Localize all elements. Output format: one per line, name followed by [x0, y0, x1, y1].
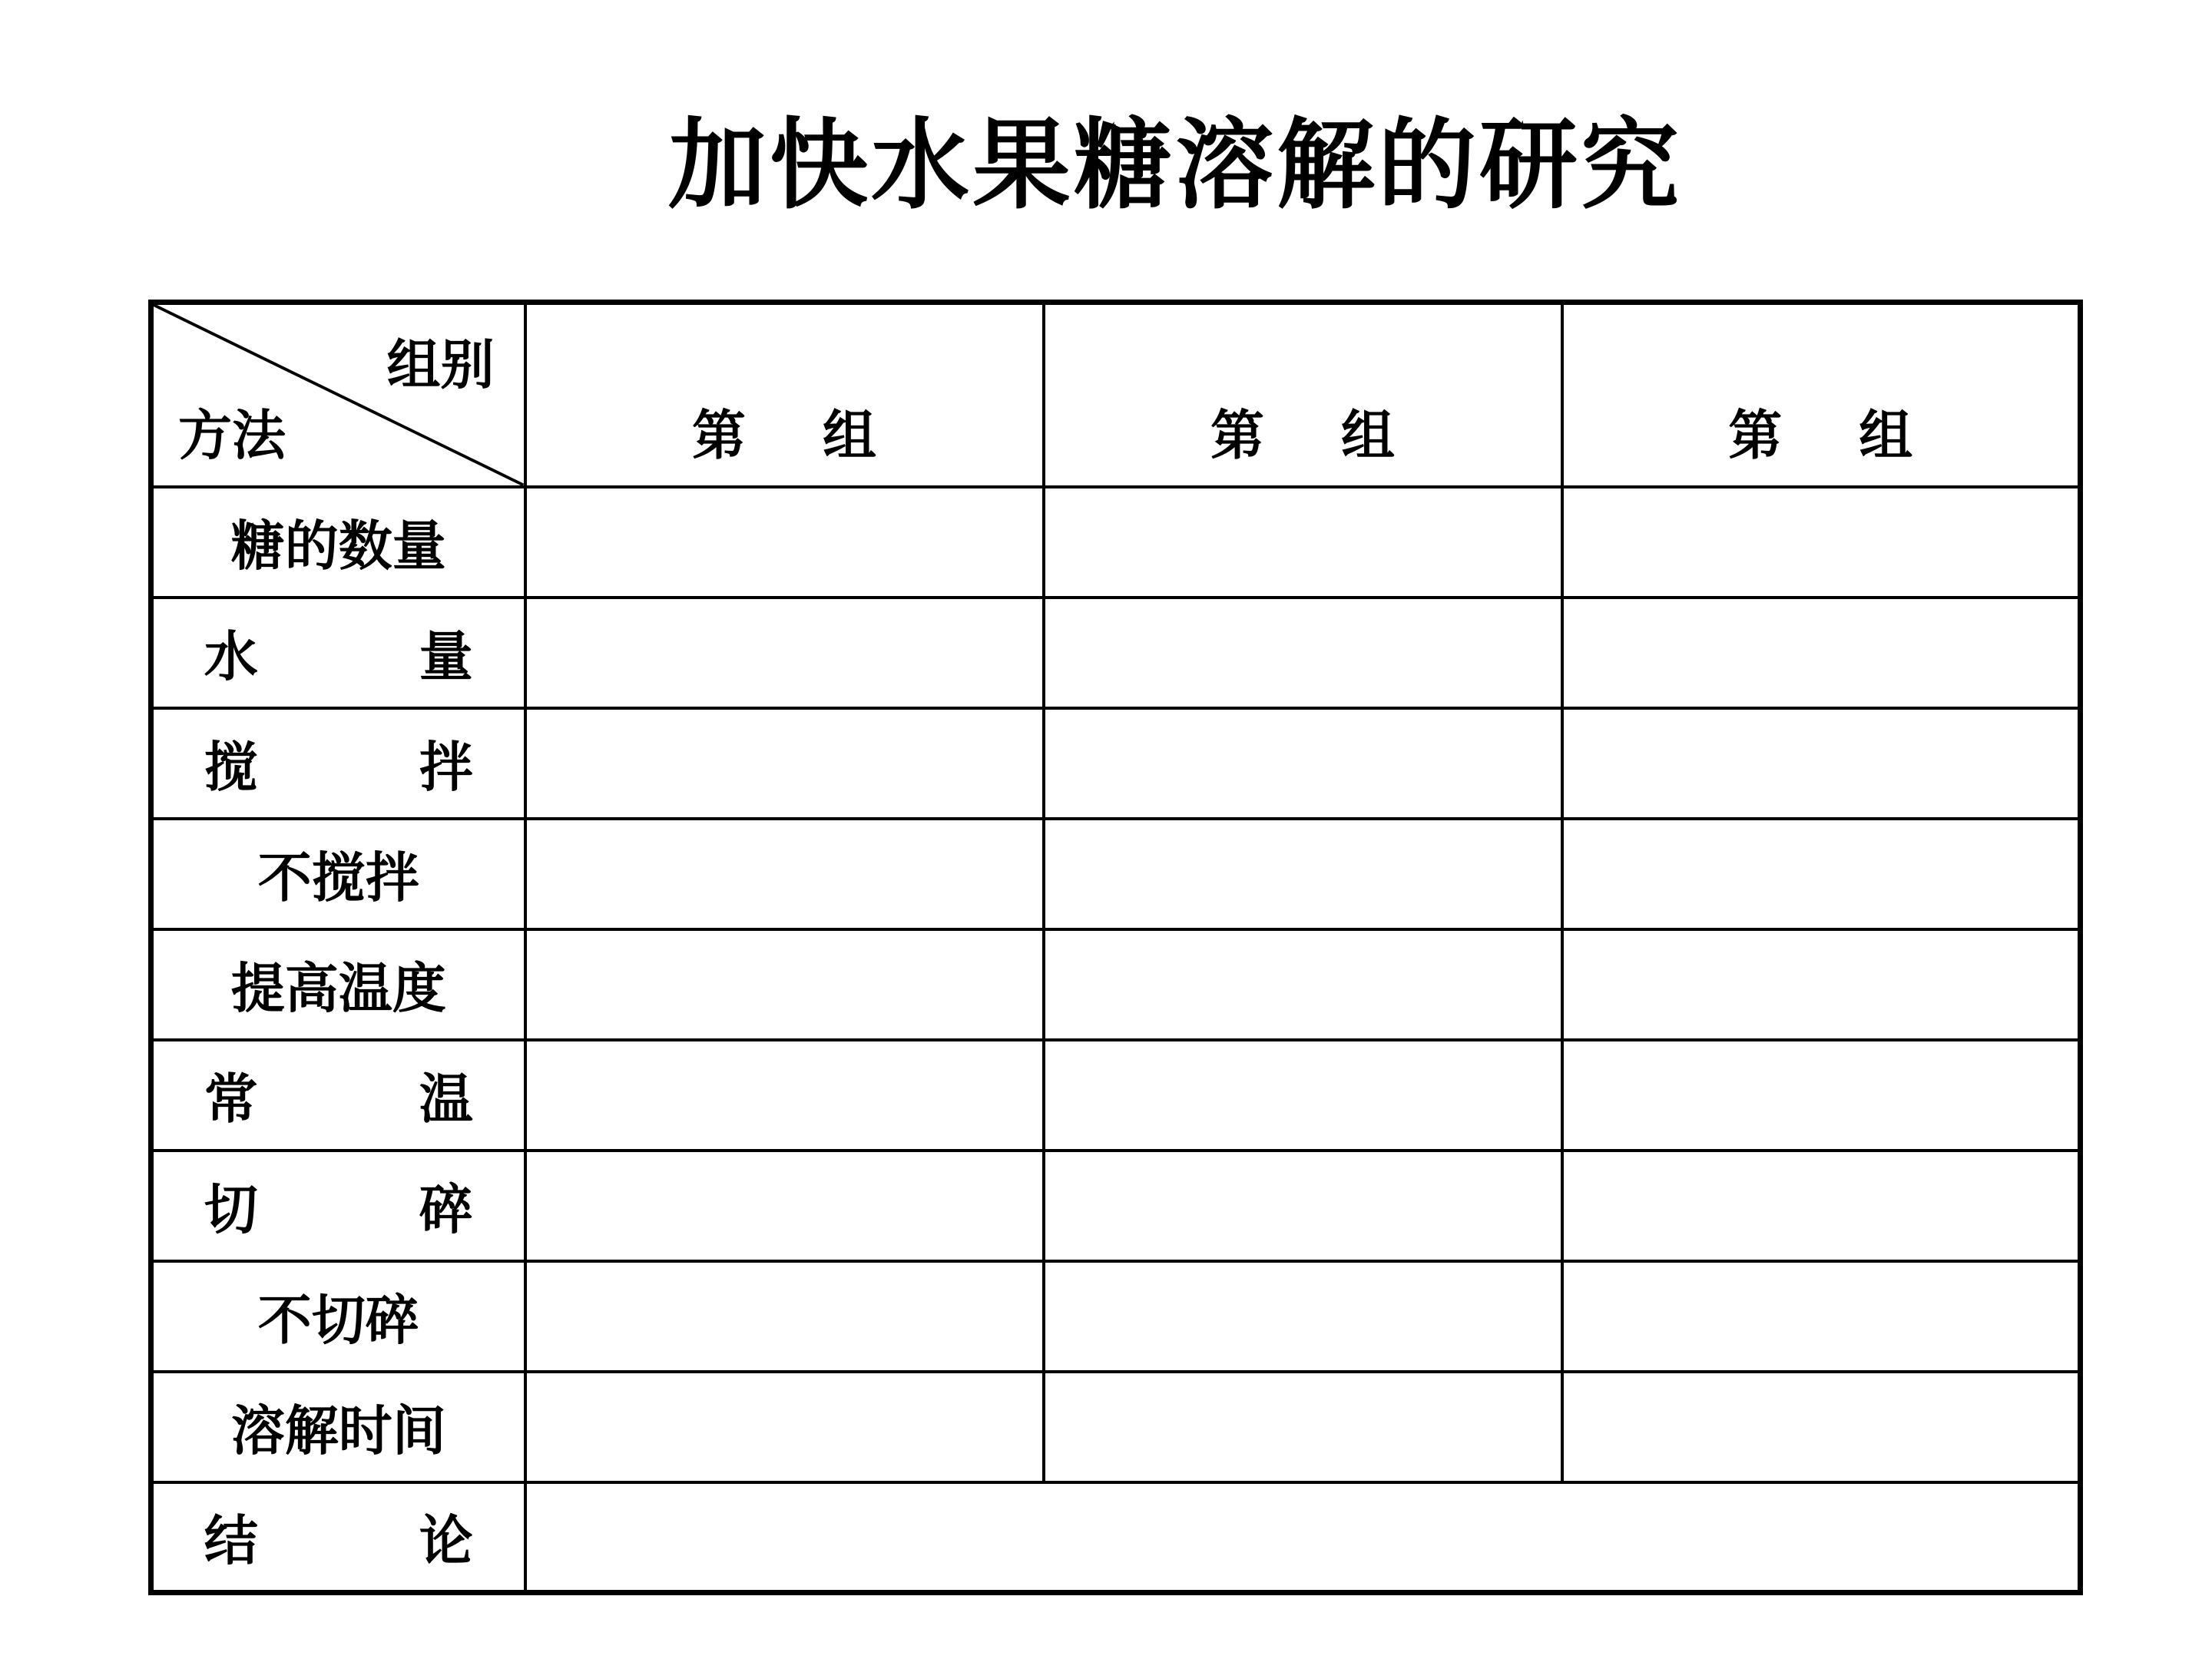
row-label-not-crushed: 不切碎 [151, 1261, 525, 1372]
empty-cell[interactable] [1044, 1040, 1562, 1151]
row-label-no-stir: 不搅拌 [151, 819, 525, 929]
empty-cell[interactable] [1562, 487, 2081, 598]
empty-cell[interactable] [1562, 598, 2081, 708]
row-label-stir: 搅 拌 [151, 708, 525, 819]
group-header-suffix: 组 [823, 402, 876, 467]
group-header-prefix: 第 [1210, 402, 1264, 467]
empty-cell[interactable] [525, 1040, 1044, 1151]
empty-cell[interactable] [525, 929, 1044, 1040]
table-row [151, 487, 2081, 598]
table-row [151, 598, 2081, 708]
empty-cell[interactable] [1044, 487, 1562, 598]
table-header-row [151, 303, 2081, 487]
empty-cell[interactable] [1044, 1372, 1562, 1482]
empty-cell[interactable] [525, 1261, 1044, 1372]
conclusion-cell[interactable] [525, 1482, 2081, 1593]
row-label-dissolve-time: 溶解时间 [151, 1372, 525, 1482]
empty-cell[interactable] [1562, 1372, 2081, 1482]
empty-cell[interactable] [1562, 819, 2081, 929]
group-header-1 [525, 303, 1044, 487]
row-label-sugar-amount: 糖的数量 [151, 487, 525, 598]
page-title: 加快水果糖溶解的研究 [667, 108, 1682, 223]
row-label-raise-temperature: 提高温度 [151, 929, 525, 1040]
empty-cell[interactable] [525, 1151, 1044, 1261]
empty-cell[interactable] [1044, 598, 1562, 708]
research-table [148, 300, 2083, 1595]
empty-cell[interactable] [1562, 1151, 2081, 1261]
corner-method-label: 方法 [178, 402, 286, 467]
table-row [151, 1261, 2081, 1372]
row-label-room-temperature: 常 温 [151, 1040, 525, 1151]
empty-cell[interactable] [525, 487, 1044, 598]
table-row-conclusion [151, 1482, 2081, 1593]
empty-cell[interactable] [1044, 708, 1562, 819]
empty-cell[interactable] [525, 819, 1044, 929]
empty-cell[interactable] [525, 1372, 1044, 1482]
corner-group-label: 组别 [386, 333, 495, 396]
empty-cell[interactable] [1044, 1151, 1562, 1261]
group-header-3 [1562, 303, 2081, 487]
corner-header-cell [151, 303, 525, 487]
table-row [151, 819, 2081, 929]
row-label-crushed: 切 碎 [151, 1151, 525, 1261]
row-label-water-amount: 水 量 [151, 598, 525, 708]
table-row [151, 929, 2081, 1040]
empty-cell[interactable] [1562, 1040, 2081, 1151]
empty-cell[interactable] [525, 708, 1044, 819]
empty-cell[interactable] [1562, 929, 2081, 1040]
table-row [151, 1151, 2081, 1261]
table-row [151, 708, 2081, 819]
group-header-2 [1044, 303, 1562, 487]
row-label-conclusion: 结 论 [151, 1482, 525, 1593]
empty-cell[interactable] [1044, 819, 1562, 929]
group-header-suffix: 组 [1859, 402, 1913, 467]
table-row [151, 1040, 2081, 1151]
group-header-prefix: 第 [1728, 402, 1783, 467]
empty-cell[interactable] [1044, 929, 1562, 1040]
empty-cell[interactable] [1562, 1261, 2081, 1372]
group-header-prefix: 第 [692, 402, 746, 467]
empty-cell[interactable] [1044, 1261, 1562, 1372]
table-row [151, 1372, 2081, 1482]
empty-cell[interactable] [525, 598, 1044, 708]
empty-cell[interactable] [1562, 708, 2081, 819]
group-header-suffix: 组 [1341, 402, 1395, 467]
